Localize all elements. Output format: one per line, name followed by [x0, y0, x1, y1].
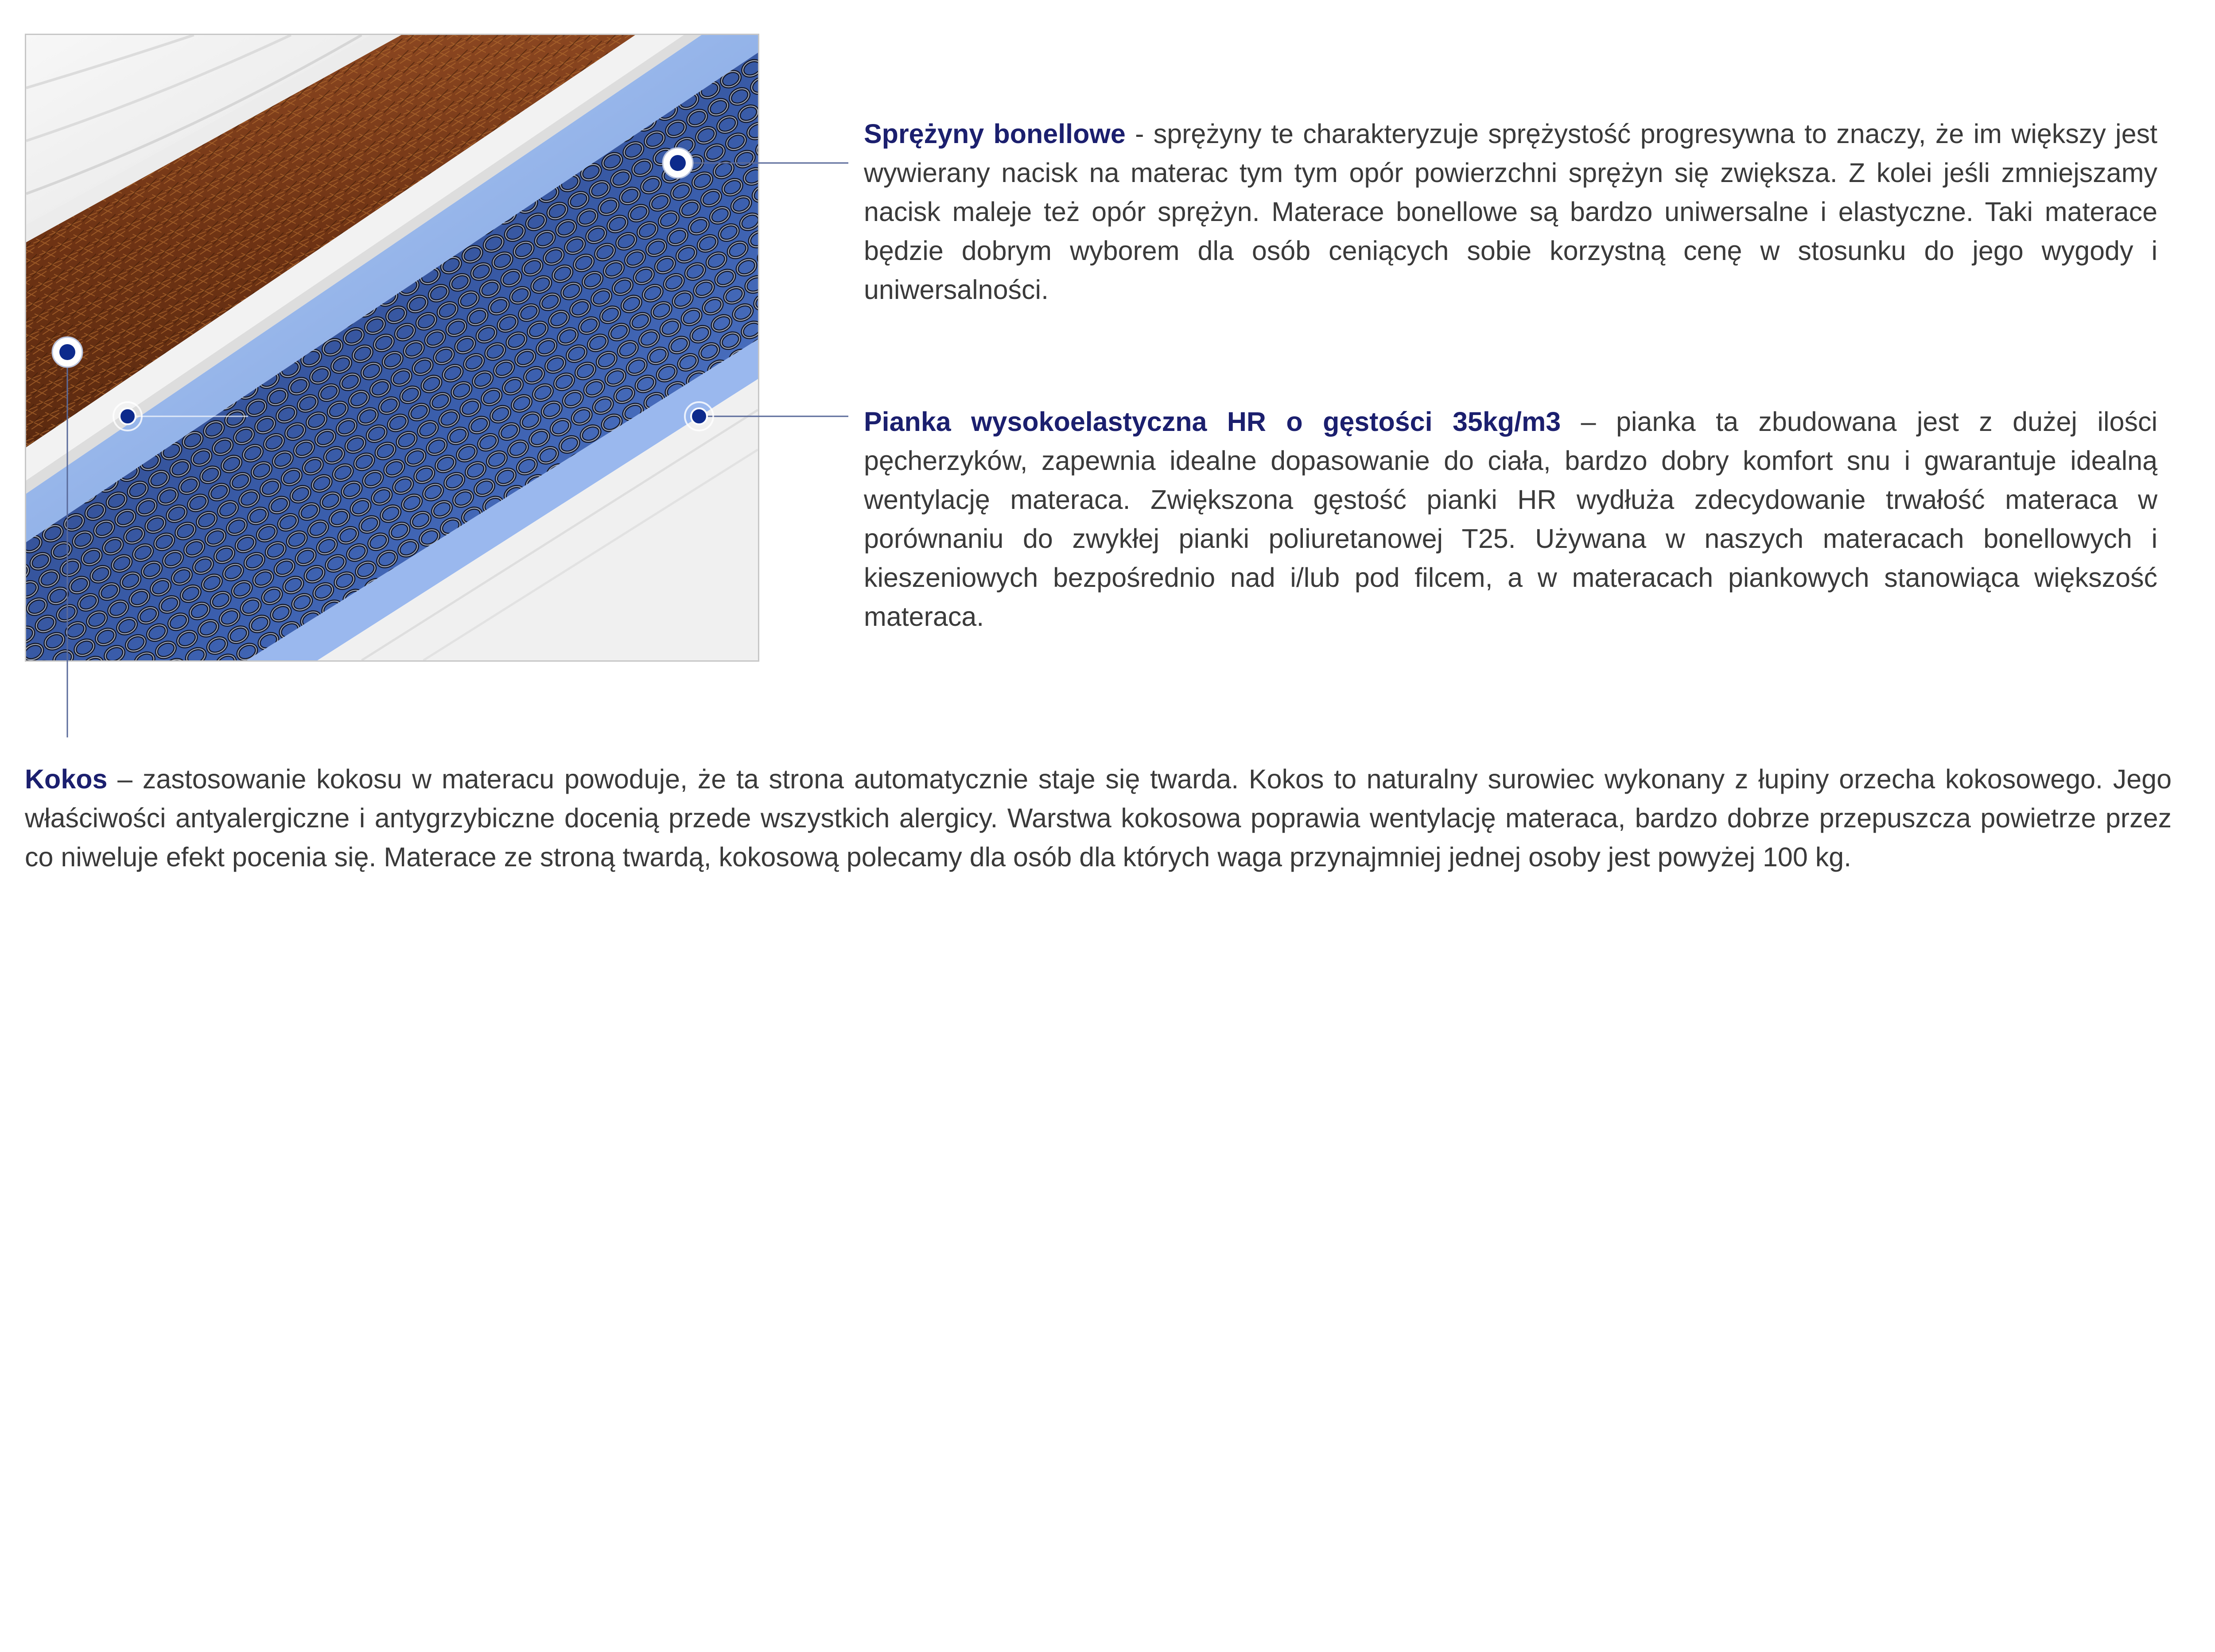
- foam-term: Pianka wysokoelastyczna HR o gęstości 35kg/m3: [864, 407, 1561, 437]
- foam-text: pianka ta zbudowana jest z dużej ilości pęcherzyków, zapewnia idealne dopasowanie do ciała, bardzo dobry komfort snu i gwarantuje idealną wentylację materaca. Zwiększona gęstość pianki HR wydłuża zdecydowanie trwałość materaca w porównaniu do zwykłej pianki poliuretanowej T25. Używana w naszych materacach bonellowych i kieszeniowych bezpośrednio nad i/lub pod filcem, a w materacach piankowych stanowiąca większość materaca.: [864, 407, 2157, 632]
- coconut-description: [25, 760, 2172, 876]
- foam-description: [864, 402, 2157, 636]
- springs-term: Sprężyny bonellowe: [864, 119, 1126, 149]
- coconut-term: Kokos: [25, 764, 108, 794]
- foam-separator: –: [1561, 407, 1616, 437]
- mattress-cross-section-image: [25, 34, 759, 662]
- coconut-text: zastosowanie kokosu w materacu powoduje, że ta strona automatycznie staje się twarda. Kokos to naturalny surowiec wykonany z łupiny orzecha kokosowego. Jego właściwości antyalergiczne i antygrzybiczne docenią przede wszystkich alergicy. Warstwa kokosowa poprawia wentylację materaca, bardzo dobrze przepuszcza powietrze przez co niweluje efekt pocenia się. Materace ze stroną twardą, kokosową polecamy dla osób dla których waga przynajmniej jednej osoby jest powyżej 100 kg.: [25, 764, 2172, 872]
- springs-description: [864, 114, 2157, 309]
- springs-separator: -: [1125, 119, 1154, 149]
- springs-text: sprężyny te charakteryzuje sprężystość progresywna to znaczy, że im większy jest wywierany nacisk na materac tym tym opór powierzchni sprężyn się zwiększa. Z kolei jeśli zmniejszamy nacisk maleje też opór sprężyn. Materace bonellowe są bardzo uniwersalne i elastyczne. Taki materace będzie dobrym wyborem dla osób ceniących sobie korzystną cenę w stosunku do jego wygody i uniwersalności.: [864, 119, 2157, 305]
- coconut-separator: –: [107, 764, 143, 794]
